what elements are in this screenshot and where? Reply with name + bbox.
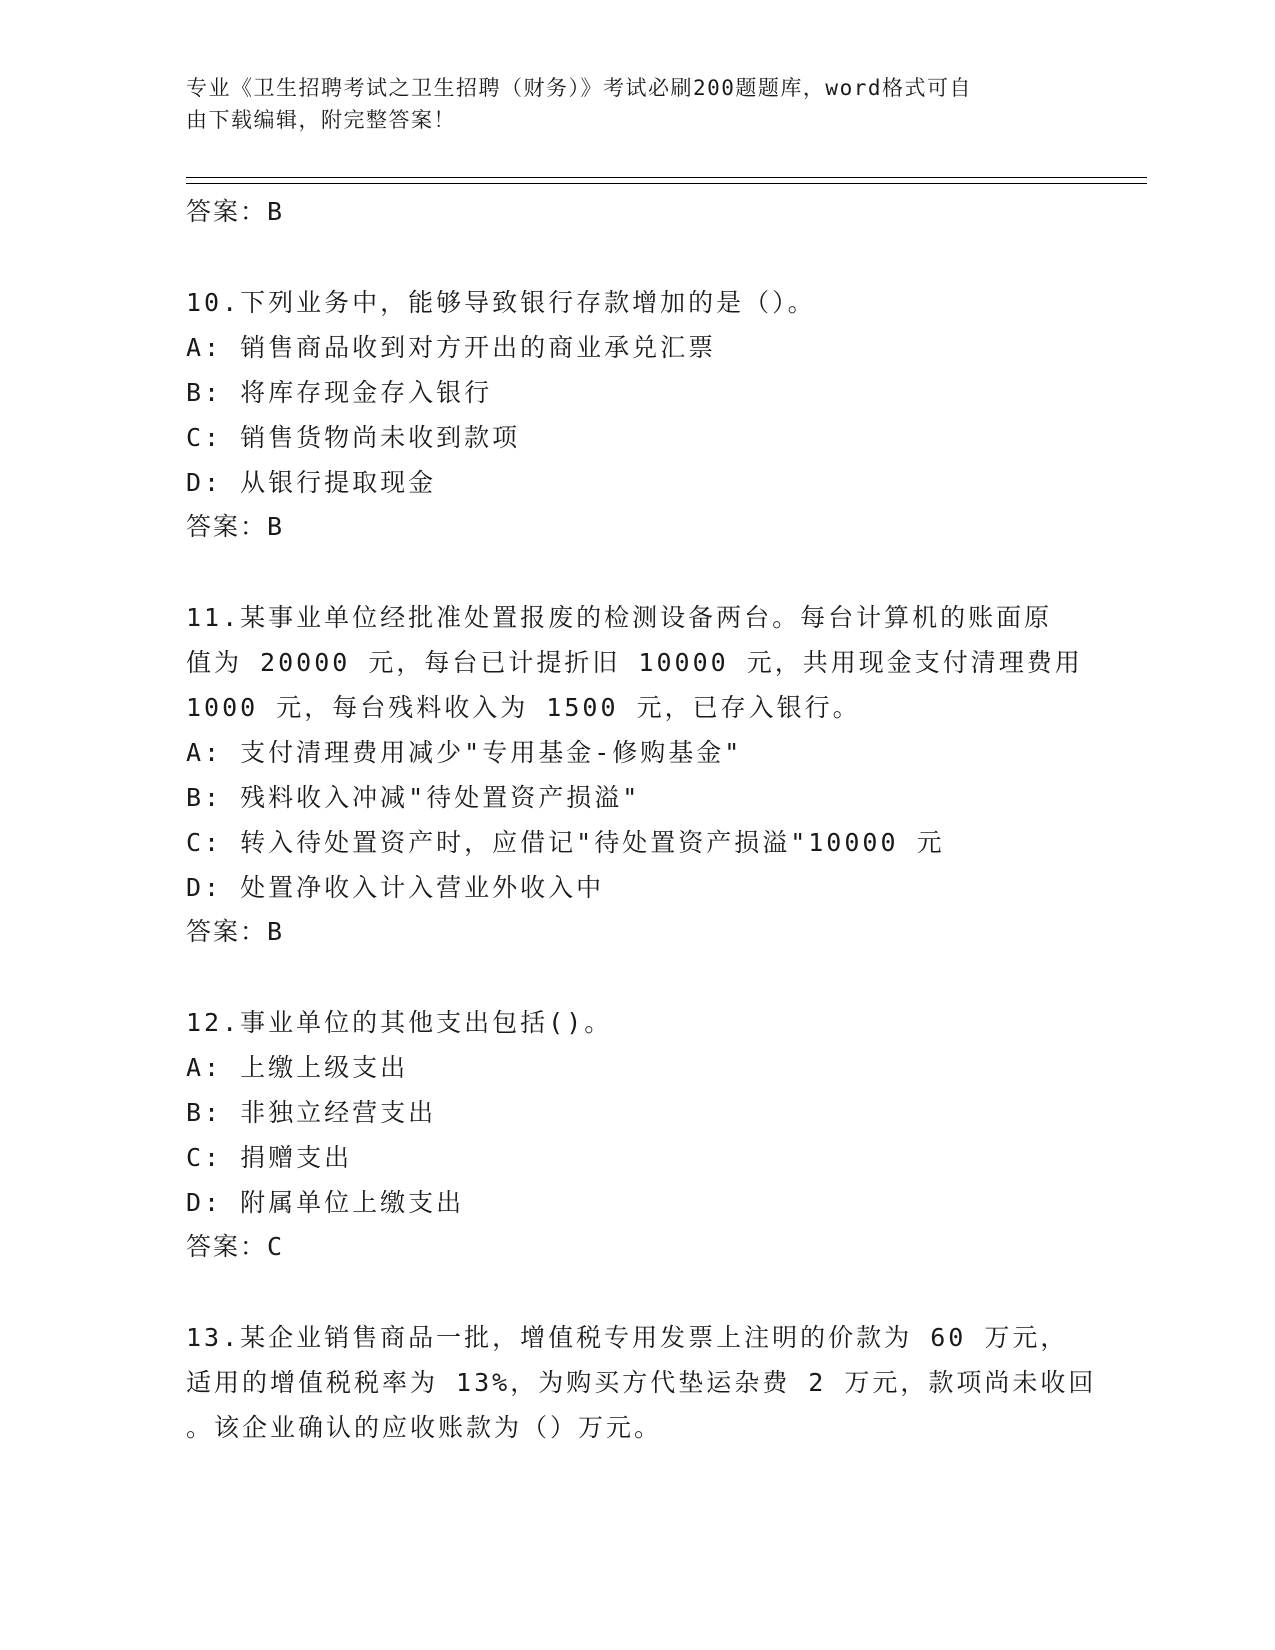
- option-d: D: 处置净收入计入营业外收入中: [186, 873, 605, 902]
- answer-line: [186, 1225, 1086, 1269]
- option-c: C: 销售货物尚未收到款项: [186, 423, 521, 452]
- option-b: B: 残料收入冲减"待处置资产损溢": [186, 783, 641, 812]
- header-line-2: 由下载编辑，附完整答案！: [186, 108, 456, 132]
- question-block: [186, 280, 1086, 549]
- option-a: A: 上缴上级支出: [186, 1053, 409, 1082]
- option-b: B: 非独立经营支出: [186, 1098, 437, 1127]
- answer-value: B: [267, 197, 285, 226]
- option-a: A: 支付清理费用减少"专用基金-修购基金": [186, 738, 743, 767]
- option-d: D: 从银行提取现金: [186, 468, 437, 497]
- answer-label: 答案：: [186, 917, 268, 946]
- answer-line: [186, 190, 1086, 234]
- option-a: A: 销售商品收到对方开出的商业承兑汇票: [186, 333, 717, 362]
- document-header: [186, 72, 1086, 136]
- option-c: C: 捐赠支出: [186, 1143, 353, 1172]
- question-text: 适用的增值税税率为 13%，为购买方代垫运杂费 2 万元，款项尚未收回: [186, 1368, 1097, 1397]
- header-divider: [186, 177, 1147, 184]
- option-c: C: 转入待处置资产时，应借记"待处置资产损溢"10000 元: [186, 828, 945, 857]
- answer-value: B: [267, 917, 285, 946]
- answer-value: B: [267, 512, 285, 541]
- answer-label: 答案：: [186, 1232, 268, 1261]
- question-block: [186, 595, 1086, 954]
- answer-label: 答案：: [186, 197, 268, 226]
- question-text: 1000 元，每台残料收入为 1500 元，已存入银行。: [186, 693, 861, 722]
- answer-value: C: [267, 1232, 285, 1261]
- option-b: B: 将库存现金存入银行: [186, 378, 493, 407]
- question-text: 11.某事业单位经批准处置报废的检测设备两台。每台计算机的账面原: [186, 603, 1053, 632]
- question-text: 。该企业确认的应收账款为（）万元。: [186, 1413, 663, 1442]
- answer-line: [186, 505, 1086, 549]
- question-text: 12.事业单位的其他支出包括()。: [186, 1008, 613, 1037]
- answer-label: 答案：: [186, 512, 268, 541]
- question-block: [186, 1315, 1097, 1450]
- question-text: 值为 20000 元，每台已计提折旧 10000 元，共用现金支付清理费用: [186, 648, 1083, 677]
- header-line-1: 专业《卫生招聘考试之卫生招聘（财务）》考试必刷200题题库，word格式可自: [186, 76, 972, 100]
- question-block: [186, 1000, 1086, 1269]
- answer-line: [186, 910, 1086, 954]
- option-d: D: 附属单位上缴支出: [186, 1188, 465, 1217]
- question-text: 13.某企业销售商品一批，增值税专用发票上注明的价款为 60 万元，: [186, 1323, 1069, 1352]
- question-list: [186, 190, 1097, 1450]
- question-text: 10.下列业务中，能够导致银行存款增加的是（）。: [186, 288, 816, 317]
